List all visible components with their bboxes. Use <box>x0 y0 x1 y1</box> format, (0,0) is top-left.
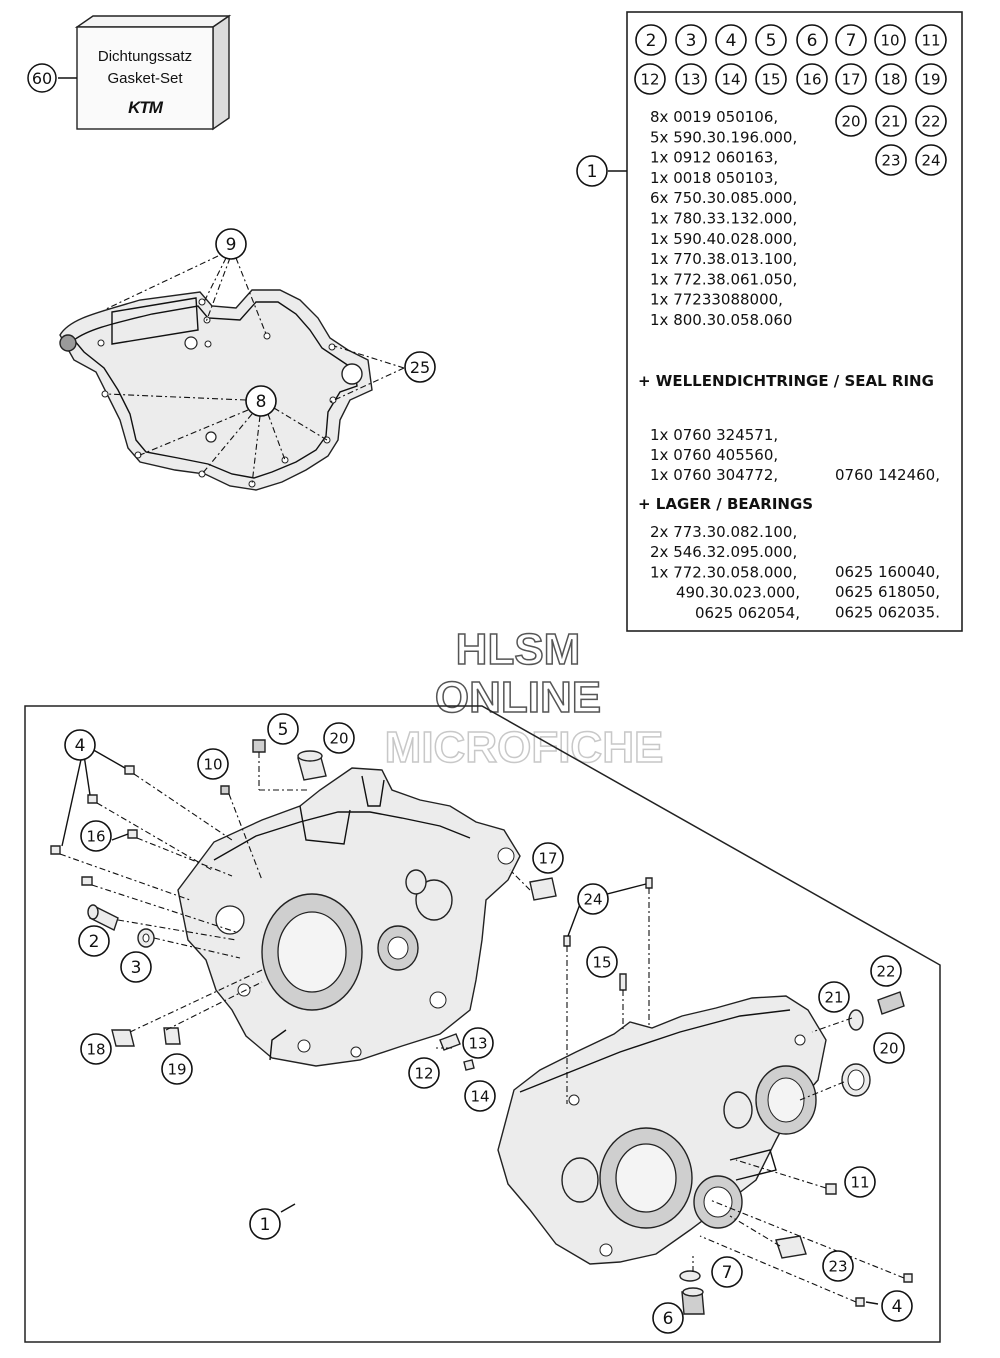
right-crankcase-half[interactable] <box>498 996 826 1264</box>
callout-c23[interactable] <box>823 1251 853 1281</box>
bearing-list-right <box>835 563 940 621</box>
callout-c16[interactable] <box>81 821 111 851</box>
svg-text:MICROFICHE: MICROFICHE <box>384 723 664 772</box>
svg-text:1: 1 <box>586 162 598 182</box>
svg-text:HLSM: HLSM <box>455 625 581 674</box>
included-number-15[interactable] <box>756 64 786 94</box>
callout-c18[interactable] <box>81 1034 111 1064</box>
svg-text:22: 22 <box>876 962 896 981</box>
callout-c20-top[interactable] <box>324 723 354 753</box>
svg-text:19: 19 <box>921 70 941 89</box>
svg-text:9: 9 <box>225 235 237 255</box>
svg-text:10: 10 <box>880 31 900 50</box>
svg-text:20: 20 <box>879 1039 899 1058</box>
svg-text:15: 15 <box>761 70 781 89</box>
ktm-logo: KTM <box>128 98 162 117</box>
svg-text:20: 20 <box>329 729 349 748</box>
callout-c12[interactable] <box>409 1058 439 1088</box>
svg-text:2: 2 <box>645 31 657 52</box>
svg-text:16: 16 <box>802 70 822 89</box>
svg-text:11: 11 <box>921 31 941 50</box>
svg-text:16: 16 <box>86 827 106 846</box>
svg-text:1: 1 <box>259 1215 271 1236</box>
svg-text:4: 4 <box>725 31 737 52</box>
included-number-7[interactable] <box>836 25 866 55</box>
included-number-10[interactable] <box>875 25 905 55</box>
bearings-heading: + LAGER / BEARINGS <box>638 495 814 513</box>
svg-text:23: 23 <box>828 1257 848 1276</box>
callout-c13[interactable] <box>463 1028 493 1058</box>
svg-text:10: 10 <box>203 755 223 774</box>
svg-text:24: 24 <box>921 151 941 170</box>
seal-ring-heading: + WELLENDICHTRINGE / SEAL RING <box>638 372 934 390</box>
bearing-line-right-1: 0625 618050, <box>835 583 940 602</box>
bearing-line-left-4: 0625 062054, <box>695 603 800 622</box>
callout-c11[interactable] <box>845 1167 875 1197</box>
watermark <box>385 625 664 772</box>
included-number-3[interactable] <box>676 25 706 55</box>
included-number-16[interactable] <box>797 64 827 94</box>
svg-text:2: 2 <box>88 932 100 953</box>
included-number-23[interactable] <box>876 145 906 175</box>
callout-c21[interactable] <box>819 982 849 1012</box>
seal-line-2: 1x 0760 304772, <box>650 466 779 484</box>
left-crankcase-half[interactable] <box>178 768 520 1066</box>
callout-c6[interactable] <box>653 1303 683 1333</box>
included-number-19[interactable] <box>916 64 946 94</box>
svg-text:6: 6 <box>662 1309 674 1330</box>
callout-c7[interactable] <box>712 1257 742 1287</box>
svg-text:25: 25 <box>409 358 431 377</box>
svg-text:17: 17 <box>538 849 558 868</box>
callout-c10[interactable] <box>198 749 228 779</box>
included-number-18[interactable] <box>876 64 906 94</box>
callout-c20-right[interactable] <box>874 1033 904 1063</box>
part-line-8: 1x 772.38.061.050, <box>650 270 798 289</box>
svg-text:11: 11 <box>850 1173 870 1192</box>
bearing-line-left-0: 2x 773.30.082.100, <box>650 523 798 541</box>
svg-text:18: 18 <box>86 1040 106 1059</box>
bearing-line-left-3: 490.30.023.000, <box>675 583 800 602</box>
svg-text:8: 8 <box>255 392 267 412</box>
svg-text:18: 18 <box>881 70 901 89</box>
svg-text:3: 3 <box>130 958 142 979</box>
gasket-set-box[interactable] <box>77 16 229 129</box>
included-number-4[interactable] <box>716 25 746 55</box>
callout-c24[interactable] <box>578 884 608 914</box>
callout-1-main[interactable] <box>577 156 607 186</box>
svg-text:17: 17 <box>841 70 861 89</box>
callout-25[interactable] <box>405 352 435 382</box>
svg-text:15: 15 <box>592 953 612 972</box>
included-number-6[interactable] <box>797 25 827 55</box>
included-number-12[interactable] <box>635 64 665 94</box>
callout-c5[interactable] <box>268 714 298 744</box>
part-line-5: 1x 780.33.132.000, <box>650 209 798 228</box>
included-number-14[interactable] <box>716 64 746 94</box>
svg-text:ONLINE: ONLINE <box>434 673 602 722</box>
svg-text:21: 21 <box>881 112 901 131</box>
svg-text:21: 21 <box>824 988 844 1007</box>
included-number-5[interactable] <box>756 25 786 55</box>
part-line-10: 1x 800.30.058.060 <box>650 311 793 329</box>
gasket-set-label-de: Dichtungssatz <box>97 48 193 65</box>
callout-9[interactable] <box>216 229 246 259</box>
svg-text:14: 14 <box>721 70 741 89</box>
callout-c3[interactable] <box>121 952 151 982</box>
svg-text:12: 12 <box>414 1064 434 1083</box>
part-line-3: 1x 0018 050103, <box>650 168 779 187</box>
svg-text:13: 13 <box>468 1034 488 1053</box>
callout-c22[interactable] <box>871 956 901 986</box>
included-number-2[interactable] <box>636 25 666 55</box>
svg-text:14: 14 <box>470 1087 490 1106</box>
part-number-list <box>650 108 797 329</box>
svg-text:60: 60 <box>31 69 53 88</box>
bearing-line-left-1: 2x 546.32.095.000, <box>650 543 798 562</box>
svg-text:6: 6 <box>806 31 818 52</box>
svg-text:24: 24 <box>583 890 603 909</box>
part-line-0: 8x 0019 050106, <box>650 108 779 126</box>
part-line-6: 1x 590.40.028.000, <box>650 229 798 248</box>
included-number-20[interactable] <box>836 106 866 136</box>
included-number-13[interactable] <box>676 64 706 94</box>
svg-text:4: 4 <box>891 1297 903 1318</box>
callout-8[interactable] <box>246 386 276 416</box>
gasket-set-label-en: Gasket-Set <box>107 70 183 87</box>
part-line-2: 1x 0912 060163, <box>650 148 779 167</box>
svg-text:20: 20 <box>841 112 861 131</box>
crankcase-gasket[interactable] <box>60 290 372 490</box>
included-number-11[interactable] <box>916 25 946 55</box>
svg-text:12: 12 <box>640 70 660 89</box>
part-line-1: 5x 590.30.196.000, <box>650 128 798 147</box>
svg-text:19: 19 <box>167 1060 187 1079</box>
included-number-21[interactable] <box>876 106 906 136</box>
seal-line-1: 1x 0760 405560, <box>650 446 779 464</box>
bearing-line-right-0: 0625 160040, <box>835 563 940 581</box>
callout-60[interactable] <box>28 64 56 92</box>
svg-text:23: 23 <box>881 151 901 170</box>
included-number-22[interactable] <box>916 106 946 136</box>
bearing-line-right-2: 0625 062035. <box>835 603 940 622</box>
svg-text:7: 7 <box>845 31 857 52</box>
callout-c17[interactable] <box>533 843 563 873</box>
seal-ring-list <box>650 426 778 484</box>
callout-c4-top[interactable] <box>65 730 95 760</box>
callout-c19[interactable] <box>162 1054 192 1084</box>
included-number-24[interactable] <box>916 145 946 175</box>
callout-c4-bottom[interactable] <box>882 1291 912 1321</box>
svg-text:22: 22 <box>921 112 941 131</box>
part-line-4: 6x 750.30.085.000, <box>650 189 798 208</box>
svg-text:3: 3 <box>685 31 697 52</box>
svg-text:4: 4 <box>74 736 86 757</box>
callout-c14[interactable] <box>465 1081 495 1111</box>
svg-text:5: 5 <box>277 720 289 741</box>
svg-text:13: 13 <box>681 70 701 89</box>
svg-text:5: 5 <box>765 31 777 52</box>
seal-line-0: 1x 0760 324571, <box>650 426 779 444</box>
part-line-7: 1x 770.38.013.100, <box>650 250 798 269</box>
callout-c1-bottom[interactable] <box>250 1209 280 1239</box>
callout-c15[interactable] <box>587 947 617 977</box>
seal-ring-extra: 0760 142460, <box>835 466 940 484</box>
part-line-9: 1x 77233088000, <box>650 290 783 309</box>
included-number-17[interactable] <box>836 64 866 94</box>
bearing-line-left-2: 1x 772.30.058.000, <box>650 563 798 582</box>
svg-text:7: 7 <box>721 1263 733 1284</box>
callout-c2[interactable] <box>79 926 109 956</box>
